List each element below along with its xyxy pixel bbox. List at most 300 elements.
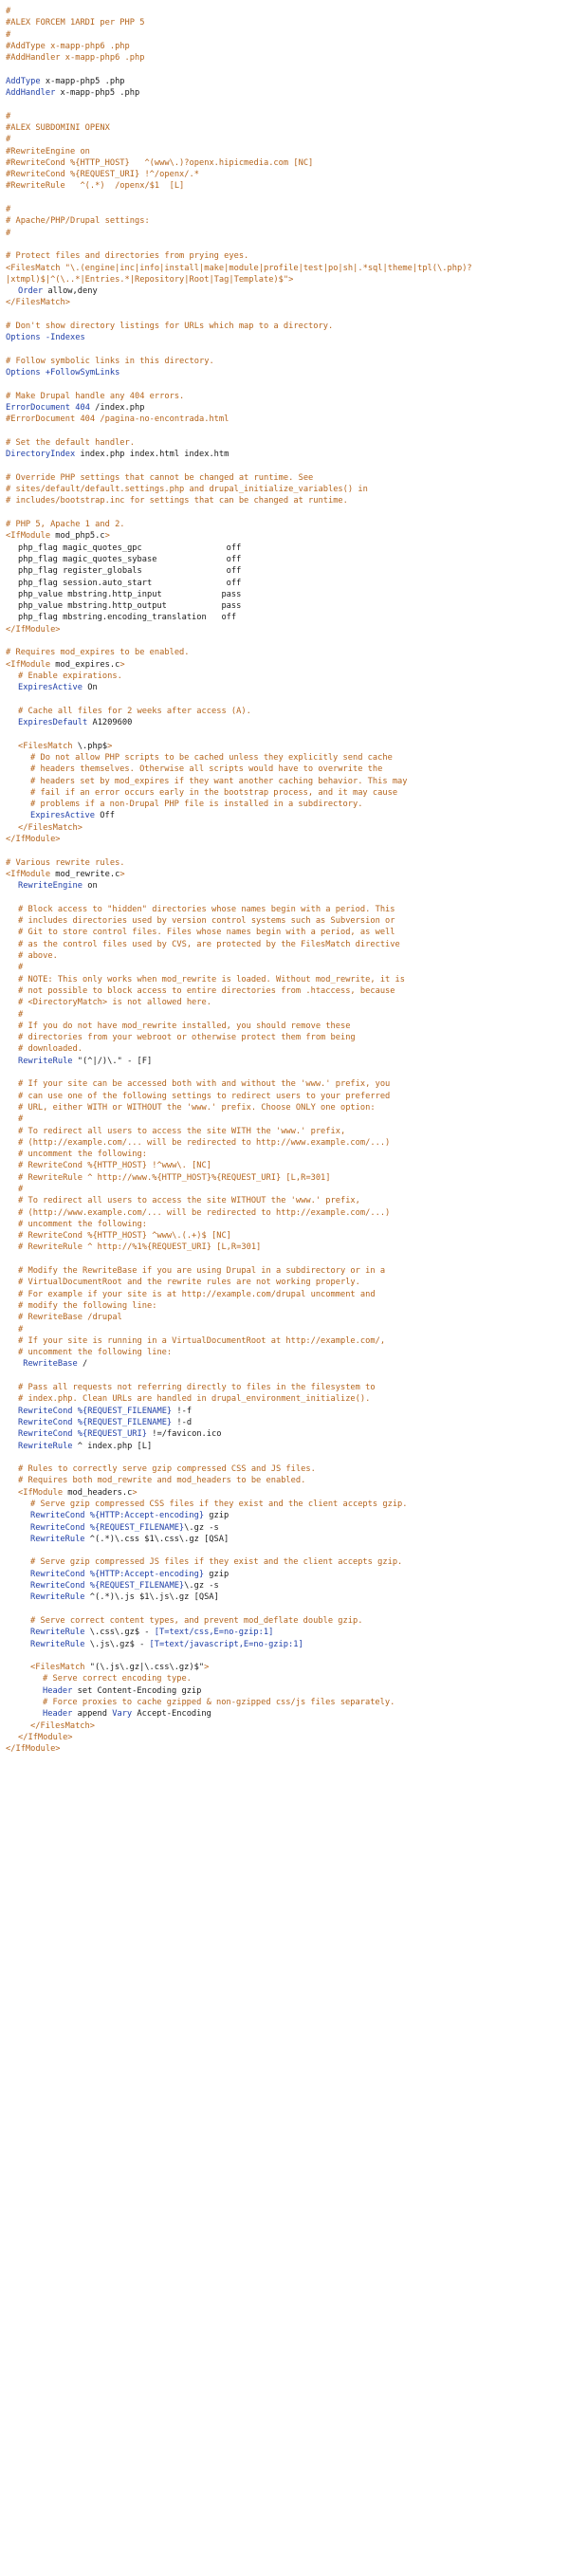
code-line <box>0 1043 569 1055</box>
code-line <box>0 1441 569 1452</box>
code-line <box>0 1499 569 1510</box>
code-token: # headers themselves. Otherwise all scripts would have to overwrite the <box>30 764 383 775</box>
code-token: RewriteRule <box>30 1592 85 1603</box>
code-token: mod_php5.c <box>50 531 105 542</box>
code-line <box>0 1592 569 1603</box>
code-token: #RewriteCond %{HTTP_HOST} ^(www\.)?openx.hipicmedia.com [NC] <box>6 157 314 168</box>
code-line <box>0 1032 569 1043</box>
code-token: # RewriteCond %{HTTP_HOST} !^www\. [NC] <box>18 1161 211 1171</box>
code-line <box>0 1463 569 1475</box>
code-token: RewriteEngine <box>18 881 83 892</box>
code-token: # headers set by mod_expires if they want another caching behavior. This may <box>30 776 408 786</box>
code-line <box>0 1219 569 1230</box>
code-line <box>0 1184 569 1195</box>
code-line <box>0 87 569 99</box>
code-token: AddType <box>6 76 41 86</box>
code-line <box>0 1277 569 1288</box>
code-token: php_flag magic_quotes_sybase off <box>18 554 242 564</box>
code-token: # For example if your site is at http://example.com/drupal uncomment and <box>18 1289 376 1299</box>
code-token: x-mapp-php5 .php <box>55 88 140 99</box>
code-token: # Follow symbolic links in this directory. <box>6 356 214 366</box>
code-token: # includes directories used by version control systems such as Subversion or <box>18 916 395 927</box>
code-token: on <box>83 881 98 892</box>
code-line <box>0 671 569 682</box>
code-token: RewriteRule <box>18 1441 73 1451</box>
code-token: > <box>119 659 125 670</box>
code-token: # <box>6 29 11 40</box>
code-line <box>0 122 569 134</box>
code-token: </FilesMatch> <box>6 298 70 308</box>
code-token: ErrorDocument <box>6 403 70 414</box>
code-token: Off <box>95 811 115 821</box>
code-token: mod_expires.c <box>50 659 120 670</box>
code-line <box>0 589 569 600</box>
code-token: /index.php <box>89 403 145 414</box>
code-token: # Serve gzip compressed JS files if they exist and the client accepts gzip. <box>30 1557 403 1568</box>
code-line <box>0 99 569 110</box>
code-token: # above. <box>18 951 58 962</box>
code-token: php_flag register_globals off <box>18 566 242 577</box>
code-line <box>0 52 569 64</box>
code-token: RewriteCond <box>30 1581 85 1592</box>
code-token: "(^|/)\." - [F] <box>72 1056 153 1066</box>
code-line <box>0 787 569 799</box>
code-token: RewriteCond <box>30 1511 85 1521</box>
code-line <box>0 1172 569 1184</box>
code-token: # modify the following line: <box>18 1300 157 1311</box>
code-line <box>0 1580 569 1592</box>
code-token: \.gz -s <box>184 1581 219 1592</box>
code-token: # <box>18 1009 24 1020</box>
code-token: set Content-Encoding gzip <box>72 1685 202 1696</box>
code-token: # directories from your webroot or otherwise protect them from being <box>18 1033 356 1043</box>
code-token: # Cache all files for 2 weeks after access (A). <box>18 706 251 716</box>
code-token: Options <box>6 368 41 378</box>
code-token: RewriteRule <box>30 1628 85 1638</box>
code-token: RewriteRule <box>18 1056 73 1066</box>
code-line <box>0 1347 569 1358</box>
code-line <box>0 706 569 717</box>
code-line <box>0 728 569 740</box>
code-token: > <box>132 1487 138 1498</box>
code-line <box>0 1113 569 1125</box>
code-line <box>0 799 569 810</box>
code-line <box>0 1604 569 1615</box>
code-token: \.php$ <box>72 741 108 751</box>
code-line <box>0 495 569 506</box>
code-line <box>0 1324 569 1335</box>
code-token: ^(.*)\.js $1\.js\.gz [QSA] <box>84 1592 219 1603</box>
code-token: # Enable expirations. <box>18 671 122 681</box>
code-line <box>0 1056 569 1067</box>
code-token: %{HTTP:Accept-encoding} <box>84 1569 205 1579</box>
code-token: Options <box>6 333 41 343</box>
code-line <box>0 111 569 122</box>
code-token: # can use one of the following settings to redirect users to your preferred <box>18 1091 391 1101</box>
code-token: <IfModule <box>6 531 51 542</box>
code-token: gzip <box>204 1569 229 1579</box>
code-line <box>0 530 569 542</box>
code-token: <IfModule <box>6 869 51 879</box>
code-token: php_value mbstring.http_input pass <box>18 589 242 599</box>
code-token: gzip <box>204 1511 229 1521</box>
code-line <box>0 1487 569 1499</box>
code-line <box>0 1662 569 1673</box>
code-line <box>0 857 569 869</box>
code-token: # Serve gzip compressed CSS files if they exist and the client accepts gzip. <box>30 1500 408 1509</box>
code-line <box>0 228 569 239</box>
code-line <box>0 962 569 973</box>
code-token: RewriteRule <box>30 1534 85 1544</box>
code-line <box>0 1254 569 1265</box>
code-line <box>0 1126 569 1137</box>
code-line <box>0 1615 569 1627</box>
code-token: # If you do not have mod_rewrite installed, you should remove these <box>18 1021 351 1031</box>
code-line <box>0 332 569 343</box>
code-line <box>0 1207 569 1219</box>
code-token: # <box>18 1184 24 1194</box>
code-line <box>0 1650 569 1662</box>
code-token: !-f <box>172 1406 193 1416</box>
code-line <box>0 157 569 169</box>
code-line <box>0 565 569 577</box>
code-line <box>0 1149 569 1160</box>
code-token: # RewriteRule ^ http://www.%{HTTP_HOST}%{REQUEST_URI} [L,R=301] <box>18 1172 331 1183</box>
code-token: # To redirect all users to access the site WITH the 'www.' prefix, <box>18 1126 346 1136</box>
code-token: RewriteCond <box>18 1406 73 1416</box>
code-token: +FollowSymLinks <box>40 368 120 378</box>
code-token: #ALEX FORCEM 1ARDI per PHP 5 <box>6 18 145 28</box>
code-line <box>0 180 569 192</box>
code-token: "(\.js\.gz|\.css\.gz)$" <box>84 1663 205 1673</box>
code-line <box>0 426 569 437</box>
code-token: # VirtualDocumentRoot and the rewrite rules are not working properly. <box>18 1278 360 1288</box>
code-token: 404 <box>70 403 90 414</box>
code-token: php_value mbstring.http_output pass <box>18 601 242 612</box>
code-line <box>0 1522 569 1534</box>
code-token: RewriteBase <box>18 1359 78 1370</box>
code-line <box>0 845 569 856</box>
code-token: [T=text/css,E=no-gzip:1] <box>154 1628 274 1638</box>
code-line <box>0 449 569 460</box>
code-token: %{HTTP:Accept-encoding} <box>84 1511 205 1521</box>
code-line <box>0 600 569 612</box>
code-token: ExpiresActive <box>18 683 83 693</box>
code-line <box>0 1358 569 1370</box>
code-token: # Apache/PHP/Drupal settings: <box>6 216 150 227</box>
code-token: Order <box>18 286 44 297</box>
code-token: On <box>83 683 98 693</box>
code-token: <IfModule <box>6 659 51 670</box>
code-line <box>0 193 569 204</box>
code-line <box>0 659 569 671</box>
code-line <box>0 17 569 28</box>
code-token: # Git to store control files. Files whose names begin with a period, as well <box>18 928 395 938</box>
code-token: # Rules to correctly serve gzip compressed CSS and JS files. <box>18 1464 316 1475</box>
code-token: |xtmpl)$|^(\..*|Entries.*|Repository|Root|Tag|Template)$"> <box>6 274 294 285</box>
code-token: # (http://example.com/... will be redirected to http://www.example.com/...) <box>18 1137 391 1148</box>
code-line <box>0 297 569 308</box>
code-line <box>0 635 569 647</box>
code-line <box>0 1720 569 1732</box>
code-line <box>0 752 569 764</box>
code-line <box>0 321 569 332</box>
code-token: !=/favicon.ico <box>147 1429 222 1440</box>
code-token: # Pass all requests not referring directly to files in the filesystem to <box>18 1383 376 1393</box>
code-line <box>0 741 569 752</box>
code-line <box>0 1230 569 1242</box>
code-line <box>0 869 569 880</box>
code-line <box>0 1545 569 1556</box>
code-token: # Requires mod_expires to be enabled. <box>6 648 190 658</box>
code-token: \.css\.gz$ - <box>84 1628 155 1638</box>
code-token: # Make Drupal handle any 404 errors. <box>6 391 185 401</box>
code-line <box>0 892 569 904</box>
code-token: \.gz -s <box>184 1522 219 1533</box>
code-line <box>0 1556 569 1568</box>
code-token: > <box>119 869 125 879</box>
code-token: #RewriteRule ^(.*) /openx/$1 [L] <box>6 181 185 192</box>
code-token: > <box>104 531 110 542</box>
code-line <box>0 472 569 484</box>
code-token: </IfModule> <box>6 624 61 635</box>
code-token: # If your site is running in a VirtualDocumentRoot at http://example.com/, <box>18 1335 386 1346</box>
code-token: <FilesMatch "\.(engine|inc|info|install|make|module|profile|test|po|sh|.*sql|theme|tpl(\.php)? <box>6 263 472 273</box>
code-token: allow,deny <box>43 286 98 297</box>
code-token: #AddType x-mapp-php6 .php <box>6 41 130 51</box>
code-line <box>0 1382 569 1393</box>
code-token: \.js\.gz$ - <box>84 1639 150 1649</box>
code-line <box>0 1242 569 1253</box>
code-line <box>0 1102 569 1113</box>
code-line <box>0 822 569 834</box>
code-line <box>0 974 569 985</box>
code-line <box>0 810 569 821</box>
code-line <box>0 1708 569 1720</box>
code-line <box>0 285 569 297</box>
code-token: #RewriteCond %{REQUEST_URI} !^/openx/.* <box>6 170 199 180</box>
code-token: # Force proxies to cache gzipped & non-gzipped css/js files separately. <box>43 1698 395 1708</box>
code-line <box>0 1195 569 1206</box>
code-line <box>0 1009 569 1021</box>
code-line <box>0 414 569 425</box>
code-token: # Override PHP settings that cannot be changed at runtime. See <box>6 472 314 483</box>
code-line <box>0 484 569 495</box>
code-token: Accept-Encoding <box>132 1709 211 1720</box>
code-token: #AddHandler x-mapp-php6 .php <box>6 53 145 64</box>
code-line <box>0 950 569 962</box>
code-line <box>0 1300 569 1312</box>
code-line <box>0 519 569 530</box>
code-token: %{REQUEST_FILENAME} <box>72 1417 173 1427</box>
code-line <box>0 1371 569 1382</box>
code-token: <IfModule <box>18 1487 64 1498</box>
code-line <box>0 880 569 892</box>
code-line <box>0 1078 569 1090</box>
code-token: # Do not allow PHP scripts to be cached unless they explicitly send cache <box>30 753 393 763</box>
code-token: -Indexes <box>40 333 85 343</box>
code-line <box>0 1067 569 1078</box>
code-line <box>0 461 569 472</box>
code-token: RewriteCond <box>18 1417 73 1427</box>
code-line <box>0 939 569 950</box>
code-token: AddHandler <box>6 88 56 99</box>
code-line <box>0 146 569 157</box>
code-line <box>0 1639 569 1650</box>
code-line <box>0 1743 569 1755</box>
code-token: mod_rewrite.c <box>50 869 120 879</box>
code-token: %{REQUEST_FILENAME} <box>84 1522 185 1533</box>
code-token: # Don't show directory listings for URLs which map to a directory. <box>6 322 334 332</box>
code-token: <FilesMatch <box>30 1663 85 1673</box>
code-token: append <box>72 1709 113 1720</box>
code-token: ^(.*)\.css $1\.css\.gz [QSA] <box>84 1534 229 1544</box>
code-line <box>0 1475 569 1486</box>
code-token: </IfModule> <box>6 1744 61 1755</box>
code-line <box>0 578 569 589</box>
code-line <box>0 1021 569 1032</box>
code-token: php_flag session.auto_start off <box>18 578 242 588</box>
code-line <box>0 1265 569 1277</box>
code-line <box>0 694 569 706</box>
code-token: #ErrorDocument 404 /pagina-no-encontrada.html <box>6 414 229 425</box>
code-line <box>0 344 569 356</box>
code-token: index.php index.html index.htm <box>75 450 229 460</box>
code-line <box>0 1452 569 1463</box>
code-token: # uncomment the following: <box>18 1150 147 1160</box>
code-line <box>0 624 569 635</box>
code-token: # RewriteCond %{HTTP_HOST} ^www\.(.+)$ [NC] <box>18 1231 231 1242</box>
code-token: RewriteCond <box>18 1429 73 1440</box>
code-line <box>0 250 569 262</box>
code-token: x-mapp-php5 .php <box>40 76 125 86</box>
code-token: mod_headers.c <box>63 1487 133 1498</box>
code-line <box>0 215 569 227</box>
code-line <box>0 647 569 658</box>
code-line <box>0 1335 569 1347</box>
code-line <box>0 543 569 554</box>
code-line <box>0 904 569 915</box>
code-line <box>0 1417 569 1428</box>
code-token: # Block access to "hidden" directories whose names begin with a period. This <box>18 904 395 914</box>
code-token: # downloaded. <box>18 1044 83 1055</box>
code-token: # includes/bootstrap.inc for settings that can be changed at runtime. <box>6 496 348 506</box>
code-line <box>0 263 569 274</box>
code-token: # <box>6 7 11 16</box>
code-token: # <box>6 111 11 121</box>
code-line <box>0 356 569 367</box>
code-token: # Modify the RewriteBase if you are using Drupal in a subdirectory or in a <box>18 1266 386 1277</box>
code-line <box>0 204 569 215</box>
code-token: # not possible to block access to entire directories from .htaccess, because <box>18 985 395 996</box>
code-line <box>0 985 569 997</box>
code-line <box>0 997 569 1008</box>
code-line <box>0 1160 569 1171</box>
code-line <box>0 1673 569 1684</box>
code-token: ExpiresActive <box>30 811 95 821</box>
code-token: </IfModule> <box>6 835 61 845</box>
code-line <box>0 1569 569 1580</box>
code-line <box>0 6 569 17</box>
code-line <box>0 612 569 623</box>
code-token: php_flag mbstring.encoding_translation off <box>18 613 237 623</box>
code-line <box>0 507 569 519</box>
code-line <box>0 379 569 391</box>
code-line <box>0 64 569 75</box>
code-token: # Requires both mod_rewrite and mod_headers to be enabled. <box>18 1476 306 1486</box>
code-token: # PHP 5, Apache 1 and 2. <box>6 520 125 530</box>
code-line <box>0 391 569 402</box>
code-token: ExpiresDefault <box>18 718 88 728</box>
code-line <box>0 1406 569 1417</box>
code-line <box>0 1137 569 1149</box>
code-token: #RewriteEngine on <box>6 146 90 156</box>
code-line <box>0 274 569 285</box>
code-token: # Serve correct encoding type. <box>43 1674 192 1684</box>
code-token: # as the control files used by CVS, are protected by the FilesMatch directive <box>18 939 400 949</box>
code-line <box>0 239 569 250</box>
code-token: Header <box>43 1685 73 1696</box>
code-token: # index.php. Clean URLs are handled in drupal_environment_initialize(). <box>18 1394 371 1405</box>
code-line <box>0 776 569 787</box>
code-token: RewriteCond <box>30 1569 85 1579</box>
code-token: </IfModule> <box>18 1732 73 1742</box>
code-token: RewriteRule <box>30 1639 85 1649</box>
code-token: # URL, either WITH or WITHOUT the 'www.' prefix. Choose ONLY one option: <box>18 1102 376 1113</box>
code-line <box>0 764 569 775</box>
code-line <box>0 437 569 449</box>
code-line <box>0 1534 569 1545</box>
code-token: # <box>18 963 24 973</box>
code-line <box>0 682 569 693</box>
code-token: !-d <box>172 1417 193 1427</box>
code-token: # uncomment the following line: <box>18 1348 173 1358</box>
code-line <box>0 41 569 52</box>
code-token: > <box>107 741 113 751</box>
code-token: ^ index.php [L] <box>72 1441 153 1451</box>
code-line <box>0 1510 569 1521</box>
code-token: # <box>6 228 11 238</box>
code-line <box>0 1685 569 1697</box>
code-token: # Protect files and directories from prying eyes. <box>6 251 249 262</box>
code-token: # <box>18 1114 24 1125</box>
code-line <box>0 1289 569 1300</box>
code-line <box>0 309 569 321</box>
code-token: # fail if an error occurs early in the bootstrap process, and it may cause <box>30 787 398 798</box>
code-line <box>0 402 569 414</box>
code-line <box>0 1697 569 1708</box>
code-token: Vary <box>112 1709 133 1720</box>
code-token: # RewriteRule ^ http://%1%{REQUEST_URI} [L,R=301] <box>18 1242 262 1253</box>
code-line <box>0 367 569 378</box>
code-token: # <box>6 205 11 215</box>
code-line <box>0 1732 569 1743</box>
code-token: </FilesMatch> <box>18 822 83 833</box>
code-token: php_flag magic_quotes_gpc off <box>18 543 242 553</box>
code-token: # <box>18 1324 24 1334</box>
code-token: %{REQUEST_URI} <box>72 1429 148 1440</box>
code-line <box>0 169 569 180</box>
code-token: # <DirectoryMatch> is not allowed here. <box>18 998 211 1008</box>
code-token: # To redirect all users to access the site WITHOUT the 'www.' prefix, <box>18 1196 360 1206</box>
code-line <box>0 834 569 845</box>
code-line <box>0 1428 569 1440</box>
code-token: #ALEX SUBDOMINI OPENX <box>6 122 110 133</box>
code-line <box>0 554 569 565</box>
code-token: A1209600 <box>87 718 133 728</box>
code-line <box>0 1393 569 1405</box>
code-token: <FilesMatch <box>18 741 73 751</box>
